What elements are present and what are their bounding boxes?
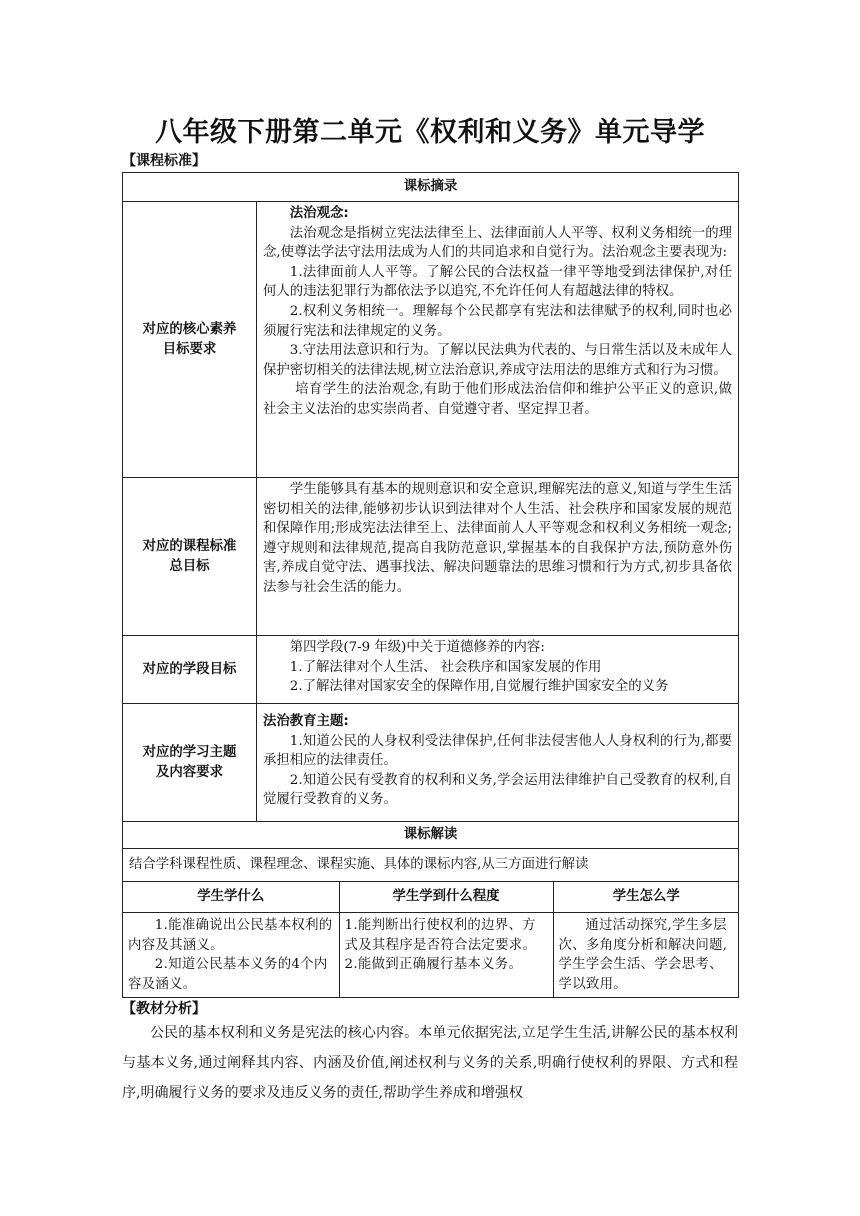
stage-label: 对应的学段目标 [123,636,257,704]
core-p2: 1.法律面前人人平等。了解公民的合法权益一律平等地受到法律保护,对任何人的违法犯罪行为都依法予以追究,不允许任何人有超越法律的特权。 [263,264,732,300]
theme-label [123,704,257,822]
general-p1: 学生能够具有基本的规则意识和安全意识,理解宪法的意义,知道与学生生活密切相关的法律,能够初步认识到法律对个人生活、社会秩序和国家发展的规范和保障作用;形成宪法法律至上、法律面前人人平等观念和权利义务相统一观念;遵守规则和法律规范,提高自我防范意识,掌握基本的自我保护方法,预防意外伤害,养成自觉守法、遇事找法、解决问题靠法的思维习惯和行为方式,初步具备依法参与社会生活的能力。 [263,482,732,595]
interpret-columns-cell [123,882,739,998]
theme-content [257,704,739,822]
interpret-columns-table [123,882,739,997]
analysis-paragraph [122,1018,738,1108]
column-header-what: 学生学什么 [123,882,339,913]
table-row [123,704,739,822]
page-title: 八年级下册第二单元《权利和义务》单元导学 [155,117,705,148]
table-row [123,636,739,704]
curriculum-table [122,172,739,998]
general-label [123,478,257,636]
core-heading: 法治观念: [289,206,349,221]
stage-p2: 1.了解法律对个人生活、 社会秩序和国家发展的作用 [289,659,602,675]
theme-p1: 1.知道公民的人身权利受法律保护,任何非法侵害他人人身权利的行为,都要承担相应的法律责任。 [263,733,732,769]
column-what-content [123,913,339,998]
core-label-text: 对应的核心素养目标要求 [142,321,237,357]
table-row [123,478,739,636]
column-header-how: 学生怎么学 [553,882,739,913]
theme-label-text: 对应的学习主题及内容要求 [142,744,237,780]
column-how-content [553,913,739,998]
stage-content [257,636,739,704]
core-p4: 3.守法用法意识和行为。了解以民法典为代表的、与日常生活以及未成年人保护密切相关的法律法规,树立法治意识,养成守法用法的思维方式和行为习惯。 [263,343,732,378]
degree-item-2: 2.能做到正确履行基本义务。 [344,957,523,973]
column-degree-content [339,913,553,998]
interpret-header: 课标解读 [123,822,739,849]
theme-heading: 法治教育主题: [263,714,349,729]
interpret-intro: 结合学科课程性质、课程理念、课程实施、具体的课标内容,从三方面进行解读 [123,849,739,882]
general-content [257,478,739,636]
how-item: 通过活动探究,学生多层次、多角度分析和解决问题,学生学会生活、学会思考、学以致用。 [558,918,728,992]
core-p1: 法治观念是指树立宪法法律至上、法律面前人人平等、权利义务相统一的理念,使尊法学法守法用法成为人们的共同追求和自觉行为。法治观念主要表现为: [263,225,732,261]
section-heading-textbook: 【教材分析】 [122,1001,206,1017]
stage-p3: 2.了解法律对国家安全的保障作用,自觉履行维护国家安全的义务 [289,679,669,695]
analysis-text: 公民的基本权利和义务是宪法的核心内容。本单元依据宪法,立足学生生活,讲解公民的基本权利与基本义务,通过阐释其内容、内涵及价值,阐述权利与义务的关系,明确行使权利的界限、方式和程序,明确履行义务的要求及违反义务的责任,帮助学生养成和增强权 [122,1025,738,1101]
section-heading-curriculum: 【课程标准】 [122,153,206,169]
core-label [123,202,257,478]
column-header-degree: 学生学到什么程度 [339,882,553,913]
summary-header: 课标摘录 [123,173,739,202]
degree-item-1: 1.能判断出行使权利的边界、方式及其程序是否符合法定要求。 [344,918,537,953]
theme-p2: 2.知道公民有受教育的权利和义务,学会运用法律维护自己受教育的权利,自觉履行受教育的义务。 [263,772,732,808]
core-p3: 2.权利义务相统一。理解每个公民都享有宪法和法律赋予的权利,同时也必须履行宪法和法律规定的义务。 [263,303,732,339]
stage-p1: 第四学段(7-9 年级)中关于道德修养的内容: [289,640,545,655]
what-item-2: 2.知道公民基本义务的4个内容及涵义。 [128,957,328,992]
what-item-1: 1.能准确说出公民基本权利的内容及其涵义。 [128,918,333,953]
core-content [257,202,739,478]
general-label-text: 对应的课程标准总目标 [142,538,237,574]
core-p5: 培育学生的法治观念,有助于他们形成法治信仰和维护公平正义的意识,做社会主义法治的忠实崇尚者、自觉遵守者、坚定捍卫者。 [263,382,732,417]
table-row [123,202,739,478]
